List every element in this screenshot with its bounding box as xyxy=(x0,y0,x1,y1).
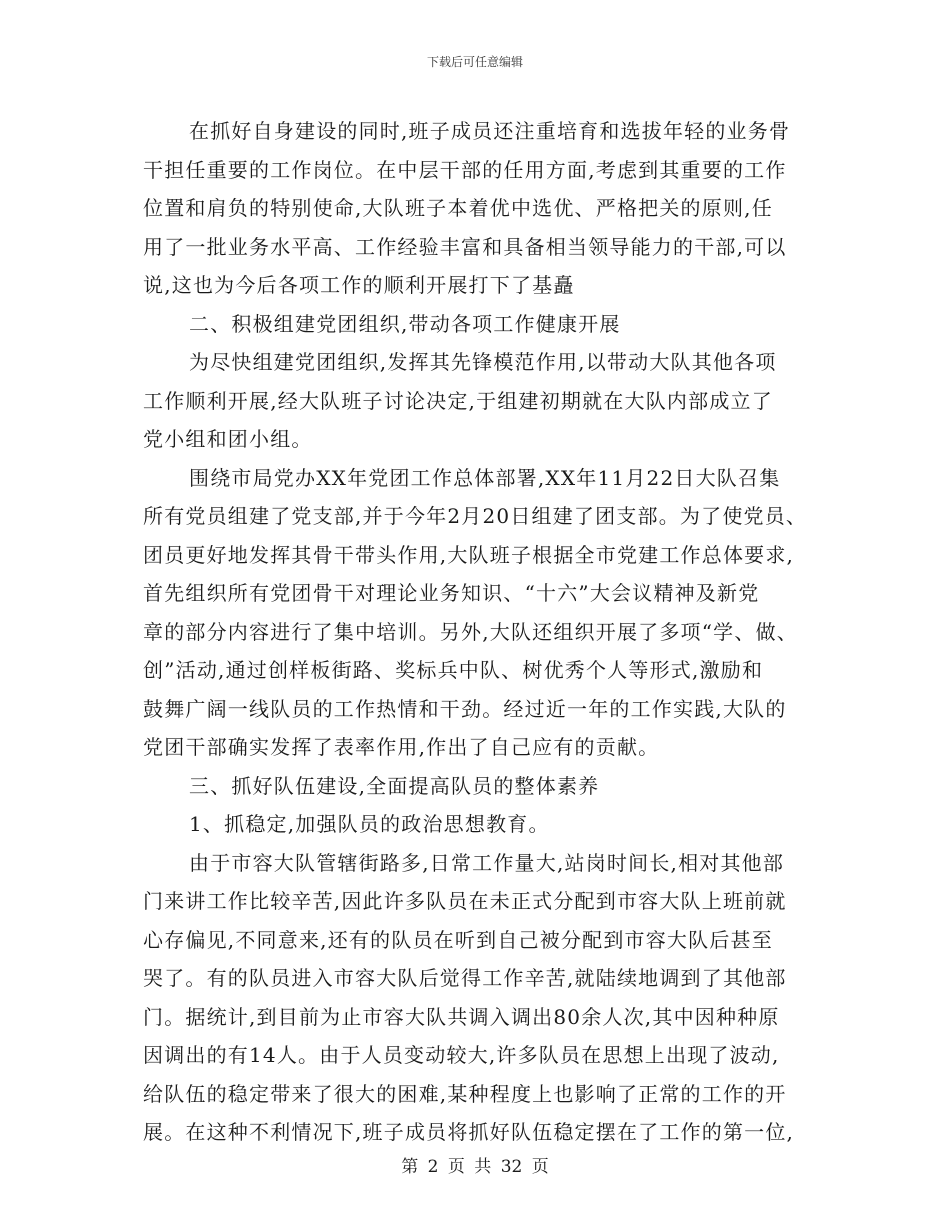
text-line: 创”活动,通过创样板街路、奖标兵中队、树优秀个人等形式,激励和 xyxy=(143,658,764,682)
text-line: 给队伍的稳定带来了很大的困难,某种程度上也影响了正常的工作的开 xyxy=(143,1081,787,1106)
text-line: 干担任重要的工作岗位。在中层干部的任用方面,考虑到其重要的工作 xyxy=(143,157,787,182)
text-line: 为尽快组建党团组织,发挥其先锋模范作用,以带动大队其他各项 xyxy=(189,350,777,374)
text-line: 因调出的有14人。由于人员变动较大,许多队员在思想上出现了波动, xyxy=(143,1043,780,1067)
text-line: 心存偏见,不同意来,还有的队员在听到自己被分配到市容大队后甚至 xyxy=(143,927,773,952)
text-line: 围绕市局党办XX年党团工作总体部署,XX年11月22日大队召集 xyxy=(189,465,781,490)
document-body xyxy=(143,112,823,1152)
text-line: 所有党员组建了党支部,并于今年2月20日组建了团支部。为了使党员、 xyxy=(143,504,808,528)
text-line: 首先组织所有党团骨干对理论业务知识、“十六”大会议精神及新党 xyxy=(143,581,760,605)
text-line: 哭了。有的队员进入市容大队后觉得工作辛苦,就陆续地调到了其他部 xyxy=(143,966,787,990)
text-line: 展。在这种不利情况下,班子成员将抓好队伍稳定摆在了工作的第一位, xyxy=(143,1120,795,1144)
text-line: 工作顺利开展,经大队班子讨论决定,于组建初期就在大队内部成立了 xyxy=(143,388,773,413)
page-header: 下载后可任意编辑 xyxy=(426,55,523,69)
text-line: 在抓好自身建设的同时,班子成员还注重培育和选拔年轻的业务骨 xyxy=(189,119,791,143)
text-line: 党团干部确实发挥了表率作用,作出了自己应有的贡献。 xyxy=(143,735,660,759)
text-line: 团员更好地发挥其骨干带头作用,大队班子根据全市党建工作总体要求, xyxy=(143,542,795,567)
text-line: 三、抓好队伍建设,全面提高队员的整体素养 xyxy=(189,773,600,798)
page-footer: 第 2 页 共 32 页 xyxy=(401,1157,549,1177)
text-line: 鼓舞广阔一线队员的工作热情和干劲。经过近一年的工作实践,大队的 xyxy=(143,696,787,721)
text-line: 门。据统计,到目前为止市容大队共调入调出80余人次,其中因种种原 xyxy=(143,1004,780,1029)
text-line: 说,这也为今后各项工作的顺利开展打下了基矗 xyxy=(143,273,575,297)
text-line: 用了一批业务水平高、工作经验丰富和具备相当领导能力的干部,可以 xyxy=(143,234,787,259)
text-line: 由于市容大队管辖街路多,日常工作量大,站岗时间长,相对其他部 xyxy=(189,850,785,875)
text-line: 二、积极组建党团组织,带动各项工作健康开展 xyxy=(189,311,621,336)
text-line: 门来讲工作比较辛苦,因此许多队员在未正式分配到市容大队上班前就 xyxy=(143,889,787,913)
text-line: 章的部分内容进行了集中培训。另外,大队还组织开展了多项“学、做、 xyxy=(143,619,798,644)
text-line: 位置和肩负的特别使命,大队班子本着优中选优、严格把关的原则,任 xyxy=(143,196,773,220)
text-line: 1、抓稳定,加强队员的政治思想教育。 xyxy=(189,812,550,836)
text-line: 党小组和团小组。 xyxy=(143,427,313,451)
